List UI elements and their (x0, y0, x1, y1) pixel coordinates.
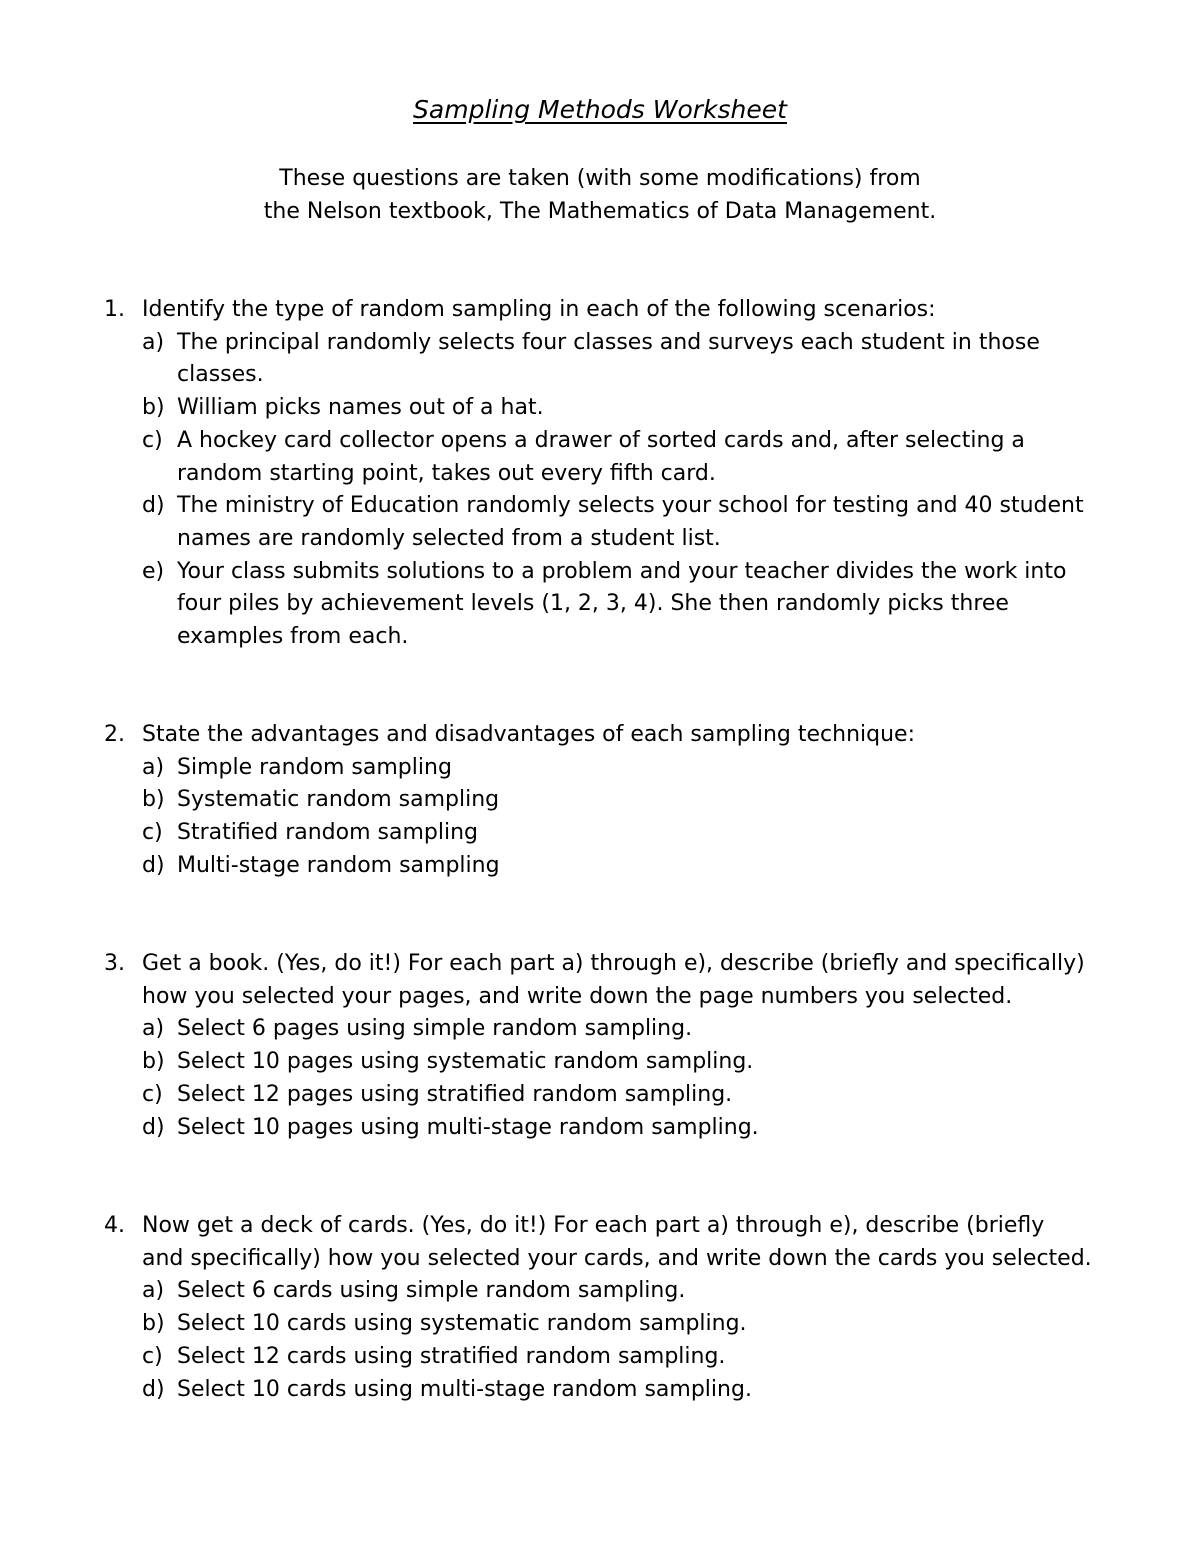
part-text: William picks names out of a hat. (177, 395, 544, 421)
question-part (142, 1374, 1104, 1407)
question-prompt: Identify the type of random sampling in each of the following scenarios: (142, 297, 936, 322)
part-label: b) (142, 395, 165, 421)
question-part (142, 1341, 1104, 1374)
part-label: a) (142, 754, 165, 780)
question-number: 4. (104, 1213, 125, 1238)
part-text: Select 12 pages using stratified random sampling. (177, 1081, 733, 1107)
part-label: a) (142, 1016, 165, 1042)
part-label: c) (142, 1081, 163, 1107)
part-label: b) (142, 787, 165, 813)
intro-text (0, 163, 1200, 228)
part-text: A hockey card collector opens a drawer of sorted cards and, after selecting a (177, 427, 1025, 453)
question-parts (104, 1275, 1104, 1406)
question-part (142, 1079, 1104, 1112)
part-text: four piles by achievement levels (1, 2, 3, 4). She then randomly picks three (177, 591, 1009, 617)
question-part (142, 1112, 1104, 1145)
part-text: random starting point, takes out every fifth card. (177, 460, 716, 486)
part-label: d) (142, 1376, 165, 1402)
question-part (142, 490, 1104, 555)
part-label: d) (142, 493, 165, 519)
question-prompt: Get a book. (Yes, do it!) For each part a) through e), describe (briefly and specifically) (142, 951, 1085, 976)
part-label: d) (142, 852, 165, 878)
question-prompt: Now get a deck of cards. (Yes, do it!) For each part a) through e), describe (briefly (142, 1213, 1045, 1238)
part-label: b) (142, 1311, 165, 1337)
question-part (142, 1046, 1104, 1079)
question-4 (104, 1210, 1104, 1406)
part-text: Select 6 cards using simple random sampling. (177, 1278, 686, 1304)
question-part (142, 425, 1104, 490)
part-label: c) (142, 427, 163, 453)
part-text: classes. (177, 362, 264, 388)
question-part (142, 784, 1104, 817)
part-text: Stratified random sampling (177, 820, 478, 846)
part-text: Select 10 cards using systematic random sampling. (177, 1311, 747, 1337)
page-title: Sampling Methods Worksheet (413, 95, 787, 124)
question-3 (104, 948, 1104, 1144)
question-prompt: and specifically) how you selected your cards, and write down the cards you selected. (142, 1245, 1092, 1271)
part-label: b) (142, 1049, 165, 1075)
part-label: c) (142, 1343, 163, 1369)
question-parts (104, 1013, 1104, 1144)
question-part (142, 392, 1104, 425)
question-part (142, 850, 1104, 883)
question-2 (104, 719, 1104, 883)
part-text: Multi-stage random sampling (177, 852, 500, 878)
intro-line: These questions are taken (with some modifications) from (279, 166, 921, 191)
question-number: 1. (104, 297, 125, 322)
part-text: The principal randomly selects four classes and surveys each student in those (177, 329, 1040, 355)
part-label: c) (142, 820, 163, 846)
question-number: 2. (104, 722, 125, 747)
question-part (142, 1275, 1104, 1308)
part-text: Select 12 cards using stratified random sampling. (177, 1343, 726, 1369)
part-text: examples from each. (177, 624, 409, 650)
question-prompt: State the advantages and disadvantages of each sampling technique: (142, 722, 915, 747)
part-text: names are randomly selected from a student list. (177, 525, 721, 551)
question-part (142, 1308, 1104, 1341)
part-text: Systematic random sampling (177, 787, 500, 813)
question-number: 3. (104, 951, 125, 976)
question-part (142, 752, 1104, 785)
question-parts (104, 752, 1104, 883)
part-text: Select 10 pages using multi-stage random sampling. (177, 1114, 759, 1140)
question-part (142, 556, 1104, 654)
part-label: a) (142, 1278, 165, 1304)
part-label: a) (142, 329, 165, 355)
part-text: Select 10 pages using systematic random sampling. (177, 1049, 754, 1075)
part-text: Select 6 pages using simple random sampling. (177, 1016, 693, 1042)
part-text: Your class submits solutions to a problem and your teacher divides the work into (177, 558, 1067, 584)
part-label: e) (142, 558, 165, 584)
question-part (142, 1013, 1104, 1046)
question-1 (104, 294, 1104, 654)
intro-line: the Nelson textbook, The Mathematics of Data Management. (263, 198, 937, 224)
question-prompt: how you selected your pages, and write down the page numbers you selected. (142, 983, 1013, 1009)
question-parts (104, 327, 1104, 654)
part-label: d) (142, 1114, 165, 1140)
question-part (142, 327, 1104, 392)
part-text: The ministry of Education randomly selects your school for testing and 40 student (177, 493, 1084, 519)
part-text: Select 10 cards using multi-stage random sampling. (177, 1376, 752, 1402)
part-text: Simple random sampling (177, 754, 452, 780)
question-part (142, 817, 1104, 850)
